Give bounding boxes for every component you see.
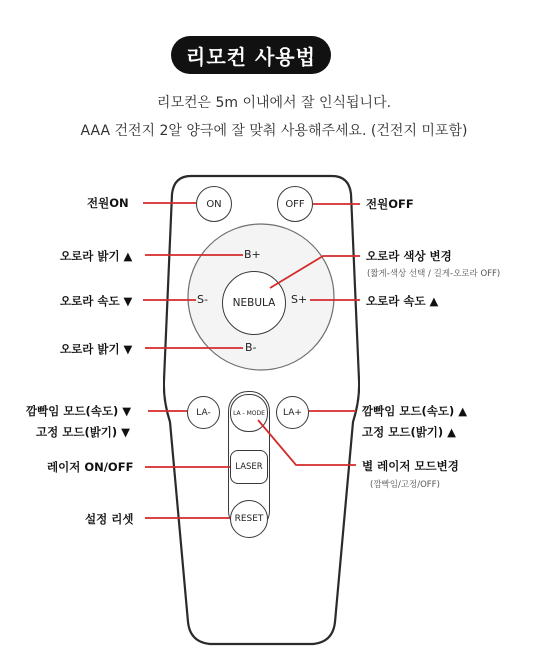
label-star-laser-mode: 별 레이저 모드변경 [362,459,459,473]
intro-line-battery: AAA 건전지 2알 양극에 잘 맞춰 사용해주세요. (건전지 미포함) [80,123,468,139]
label-aurora-color: 오로라 색상 변경 [366,249,452,263]
reset-button[interactable]: RESET [230,500,268,538]
label-aurora-speed-up: 오로라 속도 ▲ [366,294,439,308]
laser-mode-button[interactable]: LA - MODE [230,394,268,432]
laser-onoff-button[interactable]: LASER [230,450,268,484]
label-aurora-speed-down: 오로라 속도 ▼ [60,294,133,308]
speed-up-button[interactable]: S+ [291,293,308,306]
nebula-button[interactable]: NEBULA [222,271,286,335]
off-button[interactable]: OFF [277,186,313,222]
label-aurora-bright-down: 오로라 밝기 ▼ [60,342,133,356]
speed-down-button[interactable]: S- [197,293,208,306]
label-laser-onoff: 레이저 ON/OFF [47,460,134,474]
laser-plus-button[interactable]: LA+ [276,396,309,429]
intro-line-range: 리모컨은 5m 이내에서 잘 인식됩니다. [156,95,392,111]
label-fixed-bright-down: 고정 모드(밝기) ▼ [36,425,131,439]
label-blink-speed-up: 깜빡임 모드(속도) ▲ [362,404,468,418]
laser-minus-button[interactable]: LA- [187,396,220,429]
label-power-off: 전원OFF [366,197,414,211]
label-aurora-color-sub: (짧게-색상 선택 / 길게-오로라 OFF) [367,269,501,279]
label-fixed-bright-up: 고정 모드(밝기) ▲ [362,425,457,439]
page-title: 리모컨 사용법 [171,36,331,74]
brightness-up-button[interactable]: B+ [244,248,261,261]
label-power-on: 전원ON [87,196,129,210]
label-aurora-bright-up: 오로라 밝기 ▲ [60,249,133,263]
label-star-laser-mode-sub: (깜빡임/고정/OFF) [370,480,440,490]
label-reset: 설정 리셋 [85,512,134,526]
brightness-down-button[interactable]: B- [245,341,257,354]
on-button[interactable]: ON [196,186,232,222]
label-blink-speed-down: 깜빡임 모드(속도) ▼ [26,404,132,418]
